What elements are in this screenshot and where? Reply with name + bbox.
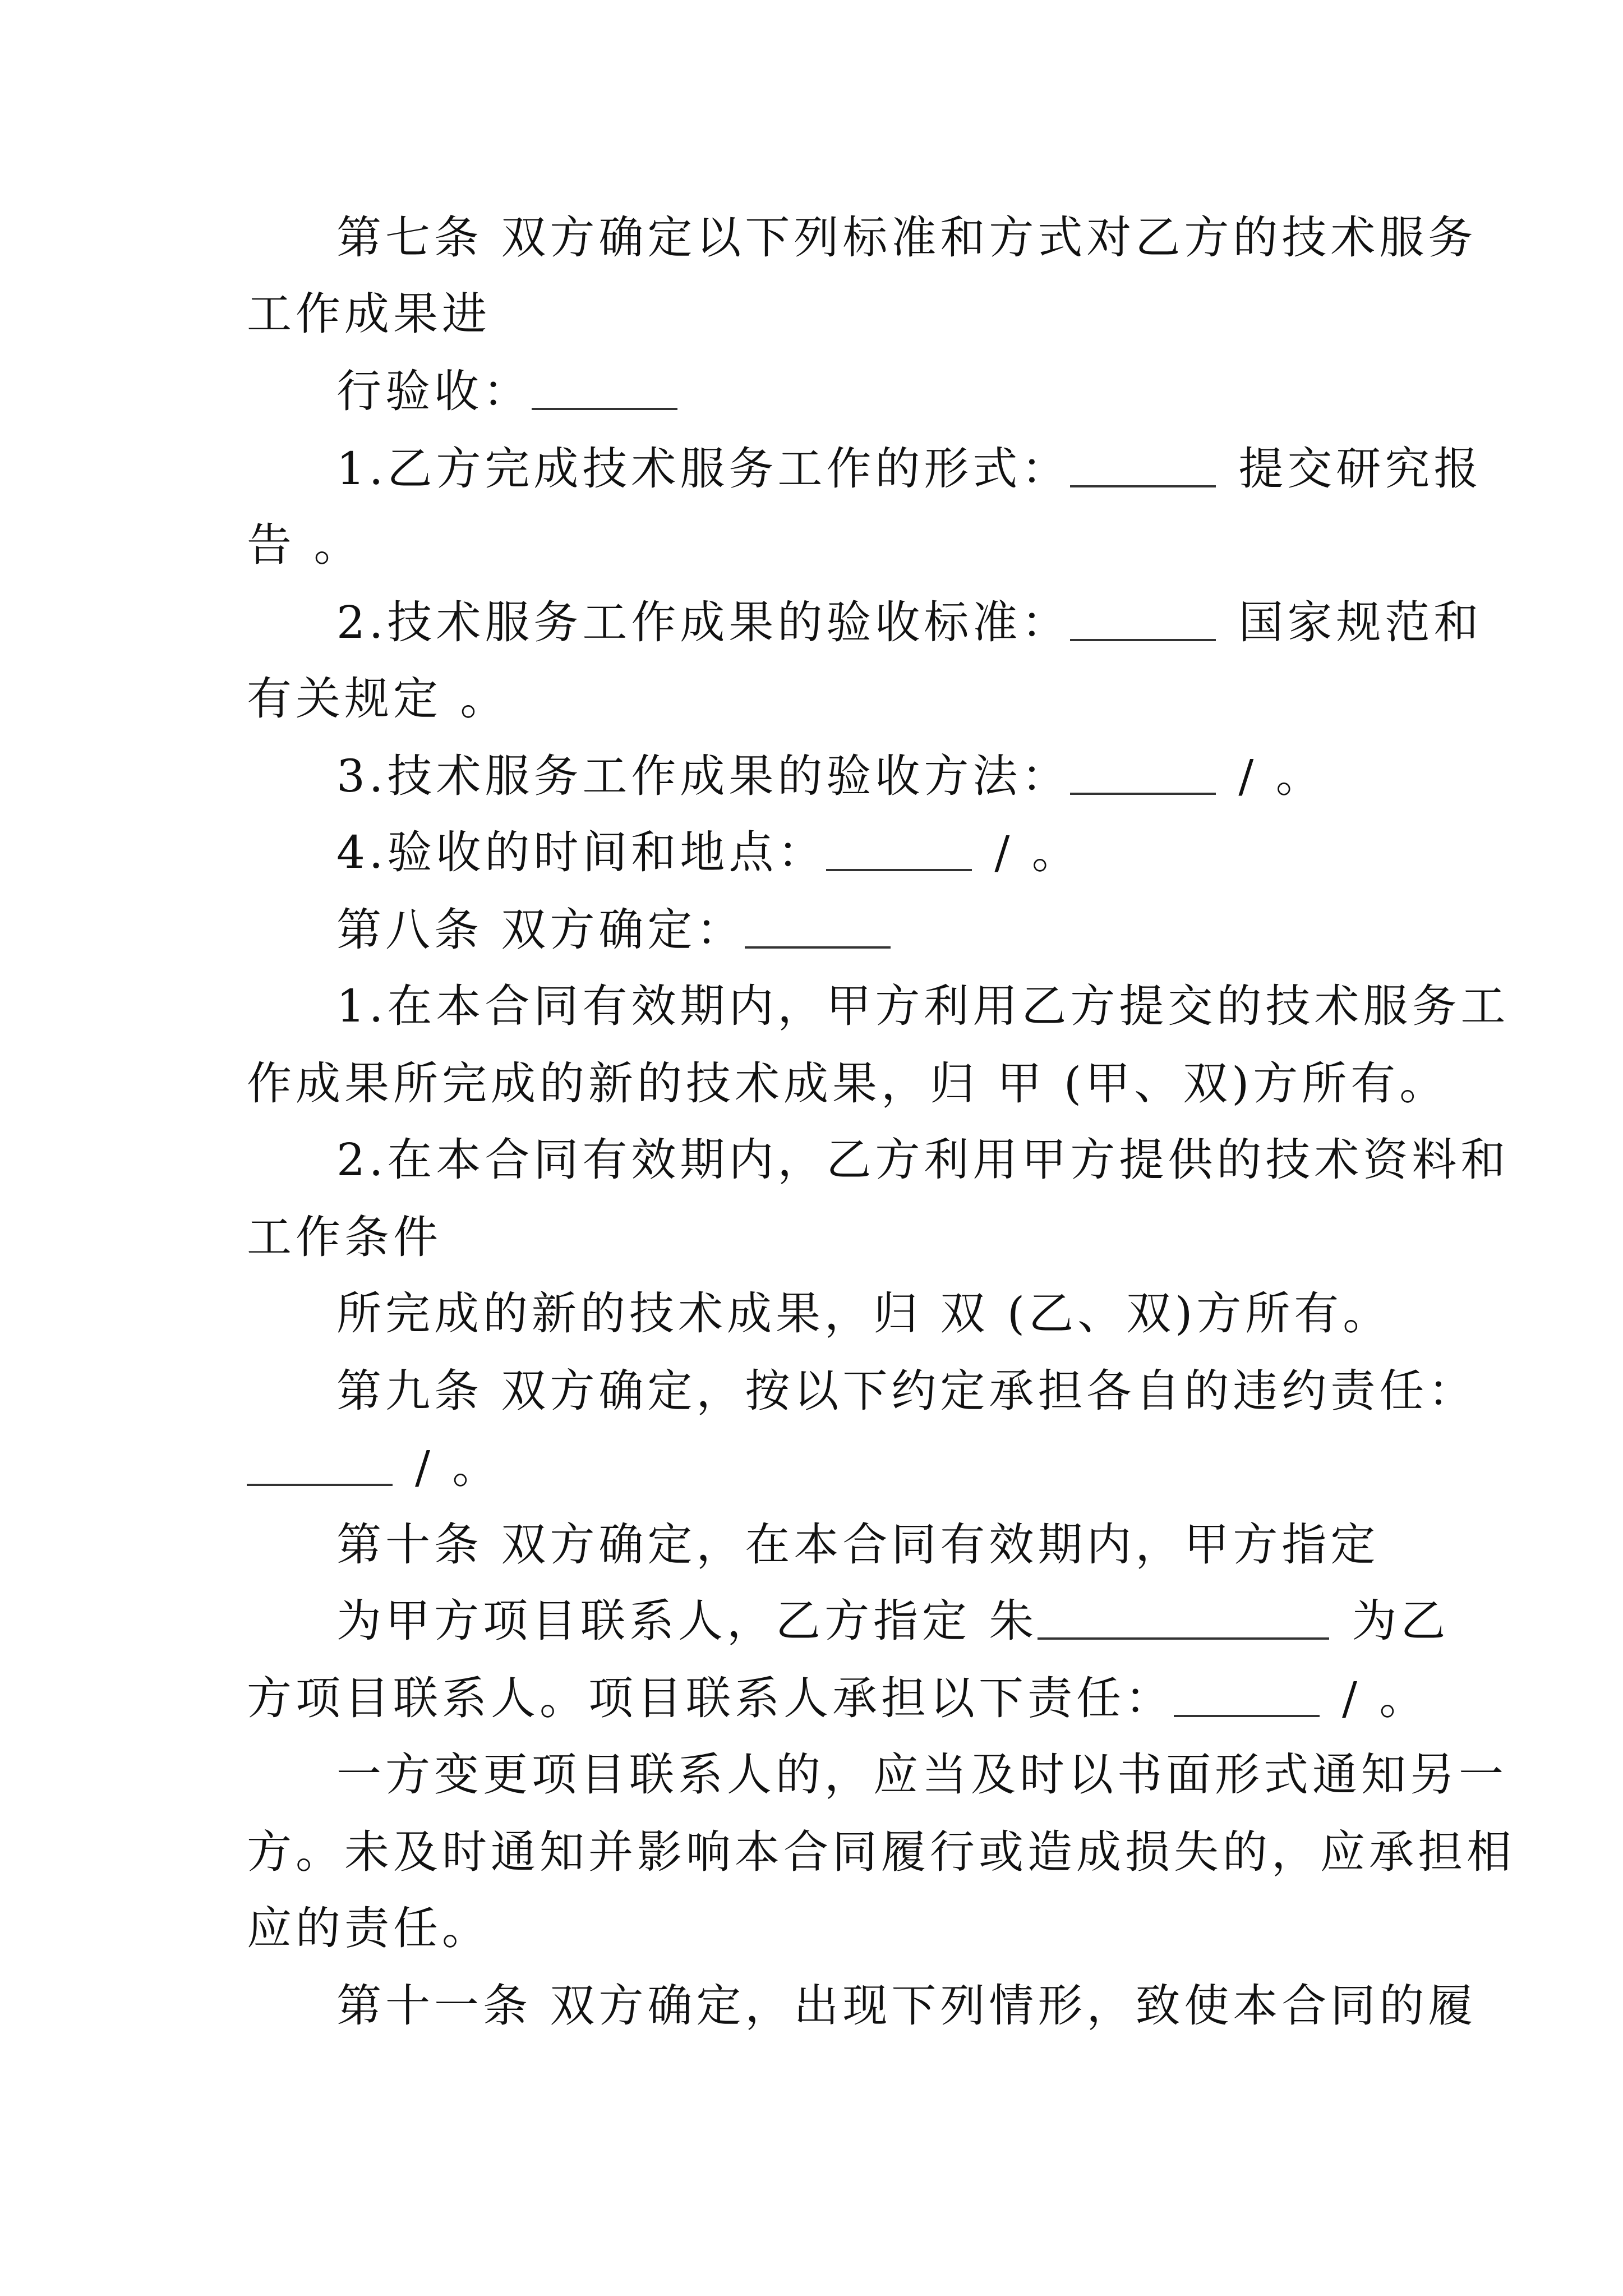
fill-blank: [1038, 1637, 1329, 1640]
fill-blank: [247, 1484, 393, 1486]
paragraph-contact-change-line-3: 应的责任。: [247, 1902, 491, 1954]
fill-blank: [1070, 793, 1216, 795]
fill-blank: [1070, 485, 1216, 487]
paragraph-contact-change-line-1: 一方变更项目联系人的，应当及时以书面形式通知另一: [336, 1749, 1507, 1801]
article-7-line-1: 第七条 双方确定以下列标准和方式对乙方的技术服务: [336, 211, 1477, 264]
fill-blank: [745, 946, 891, 949]
article-9-line-1: 第九条 双方确定，按以下约定承担各自的违约责任：: [336, 1365, 1477, 1417]
clause-7-4: 4.验收的时间和地点： / 。: [336, 826, 1081, 878]
clause-8-1-line-2: 作成果所完成的新的技术成果，归 甲 (甲、双)方所有。: [247, 1057, 1449, 1110]
clause-8-2-line-1: 2.在本合同有效期内，乙方利用甲方提供的技术资料和: [336, 1134, 1510, 1186]
clause-8-2-line-3: 所完成的新的技术成果，归 双 (乙、双)方所有。: [336, 1287, 1392, 1340]
article-10-line-1: 第十条 双方确定，在本合同有效期内，甲方指定: [336, 1519, 1380, 1571]
article-10-line-3: 方项目联系人。项目联系人承担以下责任： / 。: [247, 1672, 1428, 1724]
article-10-line-2: 为甲方项目联系人，乙方指定 朱 为乙: [336, 1595, 1450, 1647]
clause-8-1-line-1: 1.在本合同有效期内，甲方利用乙方提交的技术服务工: [336, 980, 1510, 1032]
fill-blank: [1070, 639, 1216, 641]
fill-blank: [1174, 1715, 1320, 1717]
article-7-line-2: 工作成果进: [247, 288, 491, 340]
article-11-line-1: 第十一条 双方确定，出现下列情形，致使本合同的履: [336, 1980, 1477, 2032]
fill-blank: [532, 408, 677, 410]
clause-8-2-line-2: 工作条件: [247, 1211, 442, 1263]
article-8-heading: 第八条 双方确定：: [336, 908, 1391, 953]
clause-7-3: 3.技术服务工作成果的验收方法： / 。: [336, 750, 1325, 802]
article-9-line-2: / 。: [247, 1445, 1391, 1490]
paragraph-contact-change-line-2: 方。未及时通知并影响本合同履行或造成损失的，应承担相: [247, 1826, 1515, 1878]
clause-7-1-line-2: 告 。: [247, 519, 363, 571]
clause-7-1-line-1: 1.乙方完成技术服务工作的形式： 提交研究报: [336, 443, 1483, 495]
article-7-line-3: 行验收：: [336, 369, 1391, 414]
clause-7-2-line-2: 有关规定 。: [247, 673, 509, 725]
fill-blank: [826, 869, 972, 871]
clause-7-2-line-1: 2.技术服务工作成果的验收标准： 国家规范和: [336, 596, 1483, 648]
